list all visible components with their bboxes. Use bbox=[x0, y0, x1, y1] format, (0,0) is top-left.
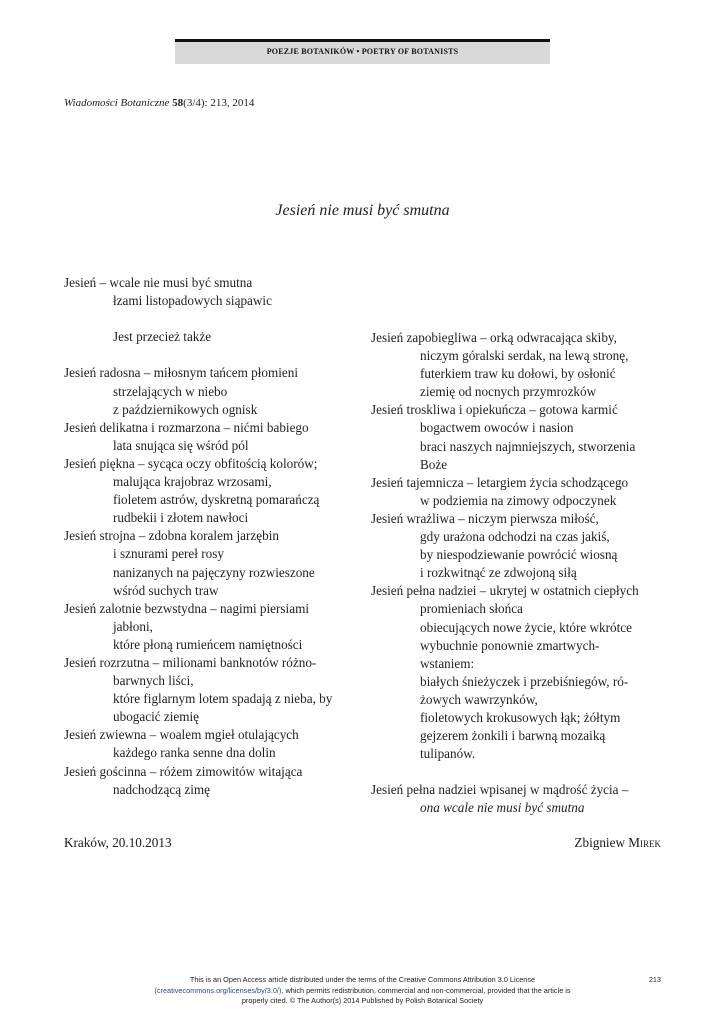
poem-line: fioletem astrów, dyskretną pomarańczą bbox=[113, 492, 320, 508]
poem-line: Jesień pełna nadziei wpisanej w mądrość życia – bbox=[371, 782, 629, 798]
poem-line: z październikowych ognisk bbox=[113, 401, 258, 417]
page-number: 213 bbox=[648, 975, 661, 984]
poem-line: i rozkwitnąć ze zdwojoną siłą bbox=[420, 565, 577, 581]
poem-line: obiecujących nowe życie, które wkrótce bbox=[420, 619, 632, 635]
poem-line: Jesień piękna – sycąca oczy obfitością kolorów; bbox=[64, 455, 318, 471]
poem-line: jabłoni, bbox=[113, 618, 153, 634]
poem-line: Jesień gościnna – różem zimowitów witająca bbox=[64, 763, 303, 779]
poem-line: które figlarnym lotem spadają z nieba, by bbox=[113, 691, 333, 707]
poem-line: by niespodziewanie powrócić wiosną bbox=[420, 547, 618, 563]
poem-line: ona wcale nie musi być smutna bbox=[420, 800, 585, 816]
poem-line: tulipanów. bbox=[420, 746, 476, 762]
poem-line: Jesień troskliwa i opiekuńcza – gotowa karmić bbox=[371, 402, 618, 418]
poem-line: ziemię od nocnych przymrozków bbox=[420, 384, 597, 400]
poem-line: Jesień zwiewna – woalem mgieł otulających bbox=[64, 727, 299, 743]
poem-line: w podziemia na zimowy odpoczynek bbox=[420, 492, 617, 508]
poem-line: Jesień strojna – zdobna koralem jarzębin bbox=[64, 528, 279, 544]
poem-line: bogactwem owoców i nasion bbox=[420, 420, 574, 436]
poem-line: Jest przecież także bbox=[113, 329, 212, 345]
poem-line: Jesień tajemnicza – letargiem życia schodzącego bbox=[371, 474, 629, 490]
poem-line: fioletowych krokusowych łąk; żółtym bbox=[420, 709, 621, 725]
poem-line: braci naszych najmniejszych, stworzenia bbox=[420, 438, 636, 454]
section-header-label: POEZJE BOTANIKÓW • POETRY OF BOTANISTS bbox=[266, 47, 459, 56]
poem-line: ubogacić ziemię bbox=[113, 709, 200, 725]
poem-line: żowych wawrzynków, bbox=[420, 691, 538, 707]
poem-line: i sznurami pereł rosy bbox=[113, 546, 224, 562]
stanza-gap bbox=[64, 346, 356, 364]
poem-line: białych śnieżyczek i przebiśniegów, ró- bbox=[420, 673, 629, 689]
poem-line: lata snująca się wśród pól bbox=[113, 437, 249, 453]
journal-name: Wiadomości Botaniczne bbox=[64, 97, 170, 109]
poem-line: Jesień pełna nadziei – ukrytej w ostatnich ciepłych bbox=[371, 583, 639, 599]
author-last-name: Mirek bbox=[628, 835, 661, 850]
place-date: Kraków, 20.10.2013 bbox=[64, 835, 172, 850]
poem-line: każdego ranka senne dna dolin bbox=[113, 745, 276, 761]
poem-line: malująca krajobraz wrzosami, bbox=[113, 474, 272, 490]
author-name bbox=[574, 835, 661, 851]
license-line-2-text: , which permits redistribution, commercial and non-commercial, provided that the article is bbox=[281, 985, 571, 995]
poem-line: futerkiem traw ku dołowi, by osłonić bbox=[420, 366, 616, 382]
poem-line: barwnych liści, bbox=[113, 673, 194, 689]
poem-line: Jesień rozrzutna – milionami banknotów różno- bbox=[64, 654, 317, 670]
poem-line: Jesień – wcale nie musi być smutna bbox=[64, 275, 253, 290]
author-first-name: Zbigniew bbox=[574, 835, 625, 850]
poem-line: gdy urażona odchodzi na czas jakiś, bbox=[420, 529, 610, 545]
poem-column-left bbox=[64, 274, 356, 799]
poem-line: niczym góralski serdak, na lewą stronę, bbox=[420, 348, 629, 364]
stanza-gap bbox=[64, 310, 356, 328]
license-line-2 bbox=[100, 986, 625, 997]
license-footer bbox=[100, 975, 625, 1007]
stanza-gap bbox=[371, 763, 663, 781]
license-link[interactable]: (creativecommons.org/licenses/by/3.0/) bbox=[154, 985, 282, 995]
poem-line: Jesień zalotnie bezwstydna – nagimi piersiami bbox=[64, 600, 309, 616]
journal-citation bbox=[64, 97, 254, 109]
poem-column-right bbox=[371, 329, 663, 818]
poem-line: promieniach słońca bbox=[420, 601, 523, 617]
poem-line: wśród suchych traw bbox=[113, 582, 219, 598]
poem-line: Boże bbox=[420, 456, 448, 472]
journal-issue-pages: (3/4): 213, 2014 bbox=[183, 97, 255, 109]
poem-line: rudbekii i złotem nawłoci bbox=[113, 510, 249, 526]
poem-line: Jesień zapobiegliwa – orką odwracająca skiby, bbox=[371, 330, 617, 345]
license-line-1: This is an Open Access article distributed under the terms of the Creative Commons Attribution 3.0 License bbox=[189, 975, 536, 984]
section-header-band bbox=[175, 39, 550, 64]
poem-line: Jesień delikatna i rozmarzona – nićmi babiego bbox=[64, 419, 309, 435]
poem-line: które płoną rumieńcem namiętności bbox=[113, 636, 303, 652]
poem-line: łzami listopadowych siąpawic bbox=[113, 293, 272, 309]
poem-line: Jesień radosna – miłosnym tańcem płomieni bbox=[64, 365, 299, 381]
journal-volume: 58 bbox=[172, 97, 184, 109]
poem-line: Jesień wrażliwa – niczym pierwsza miłość, bbox=[371, 510, 599, 526]
license-line-3: properly cited. © The Author(s) 2014 Published by Polish Botanical Society bbox=[241, 996, 484, 1005]
poem-line: wybuchnie ponownie zmartwych- bbox=[420, 637, 600, 653]
poem-line: wstaniem: bbox=[420, 655, 475, 671]
poem-line: strzelających w niebo bbox=[113, 383, 228, 399]
poem-line: nanizanych na pajęczyny rozwieszone bbox=[113, 564, 315, 580]
poem-line: nadchodzącą zimę bbox=[113, 781, 211, 797]
poem-title: Jesień nie musi być smutna bbox=[275, 202, 450, 219]
poem-line: gejzerem żonkili i barwną mozaiką bbox=[420, 728, 606, 744]
